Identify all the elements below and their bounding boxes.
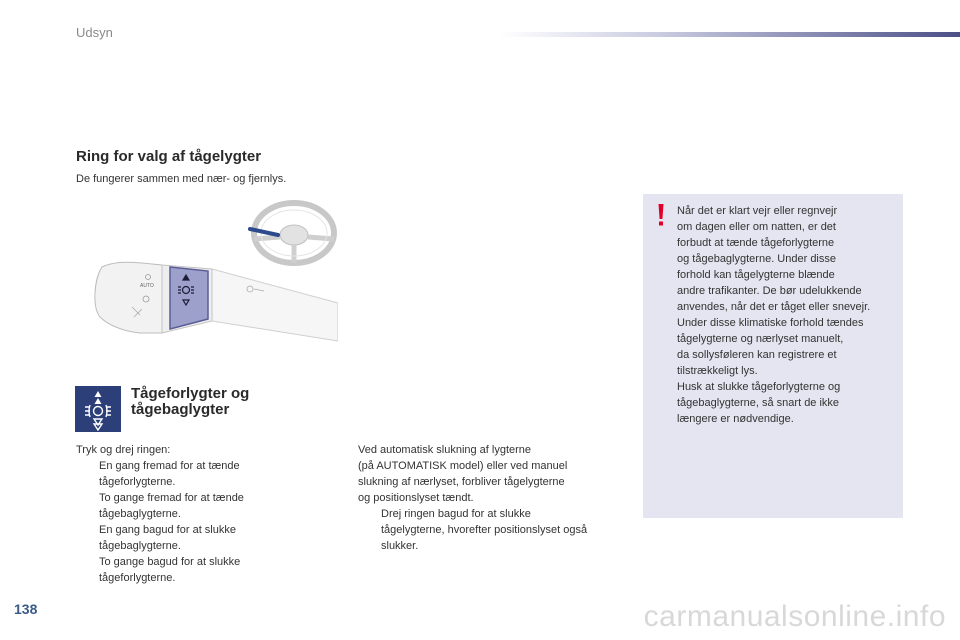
subsection-title — [131, 386, 311, 418]
list-item: To gange bagud for at slukke tågeforlygterne. — [99, 556, 241, 584]
header-bar — [500, 32, 960, 37]
watermark: carmanualsonline.info — [643, 600, 946, 633]
auto-label: AUTO — [140, 283, 154, 289]
header-title: Udsyn — [76, 25, 113, 40]
subsection-title-line2: tågebaglygter — [131, 401, 230, 418]
warning-text: Når det er klart vejr eller regnvejr om dagen eller om natten, er det forbudt at tænde tågeforlygterne og tågebaglygterne. Under disse forhold kan tågelygterne blænde andre trafikanter. De bør udelukkende anvendes, når det er tåget eller snevejr. Under disse klimatiske forhold tændes tågelygterne og nærlyset manuelt, da sollysføleren kan registrere et tilstrækkeligt lys. Husk at slukke tågeforlygterne og tågebaglygterne, så snart de ikke længere er nødvendige. — [677, 205, 871, 425]
list-item: En gang fremad for at tænde tågeforlygterne. — [99, 460, 240, 488]
stalk-illustration — [62, 195, 338, 343]
fog-lights-icon — [75, 386, 121, 432]
section-title: Ring for valg af tågelygter — [76, 148, 262, 165]
page-number: 138 — [14, 601, 38, 617]
col1-intro: Tryk og drej ringen: — [76, 444, 171, 456]
list-item: Drej ringen bagud for at slukke tågelygterne, hvorefter positionslyset også slukker. — [381, 508, 588, 552]
subsection-title-line1: Tågeforlygter og — [131, 385, 250, 402]
list-item: To gange fremad for at tænde tågebaglygterne. — [99, 492, 244, 520]
list-item: En gang bagud for at slukke tågebaglygterne. — [99, 524, 236, 552]
section-intro: De fungerer sammen med nær- og fjernlys. — [76, 173, 287, 185]
instructions-column-1 — [76, 442, 326, 586]
exclamation-icon — [651, 202, 671, 228]
warning-box — [643, 194, 903, 518]
instructions-column-2: Ved automatisk slukning af lygterne (på AUTOMATISK model) eller ved manuel slukning af nærlyset, forbliver tågelygterne og positionslyset tændt. Drej ringen bagud for at slukke tågelygterne, hvorefter positionslyset også slukker. — [358, 442, 620, 554]
